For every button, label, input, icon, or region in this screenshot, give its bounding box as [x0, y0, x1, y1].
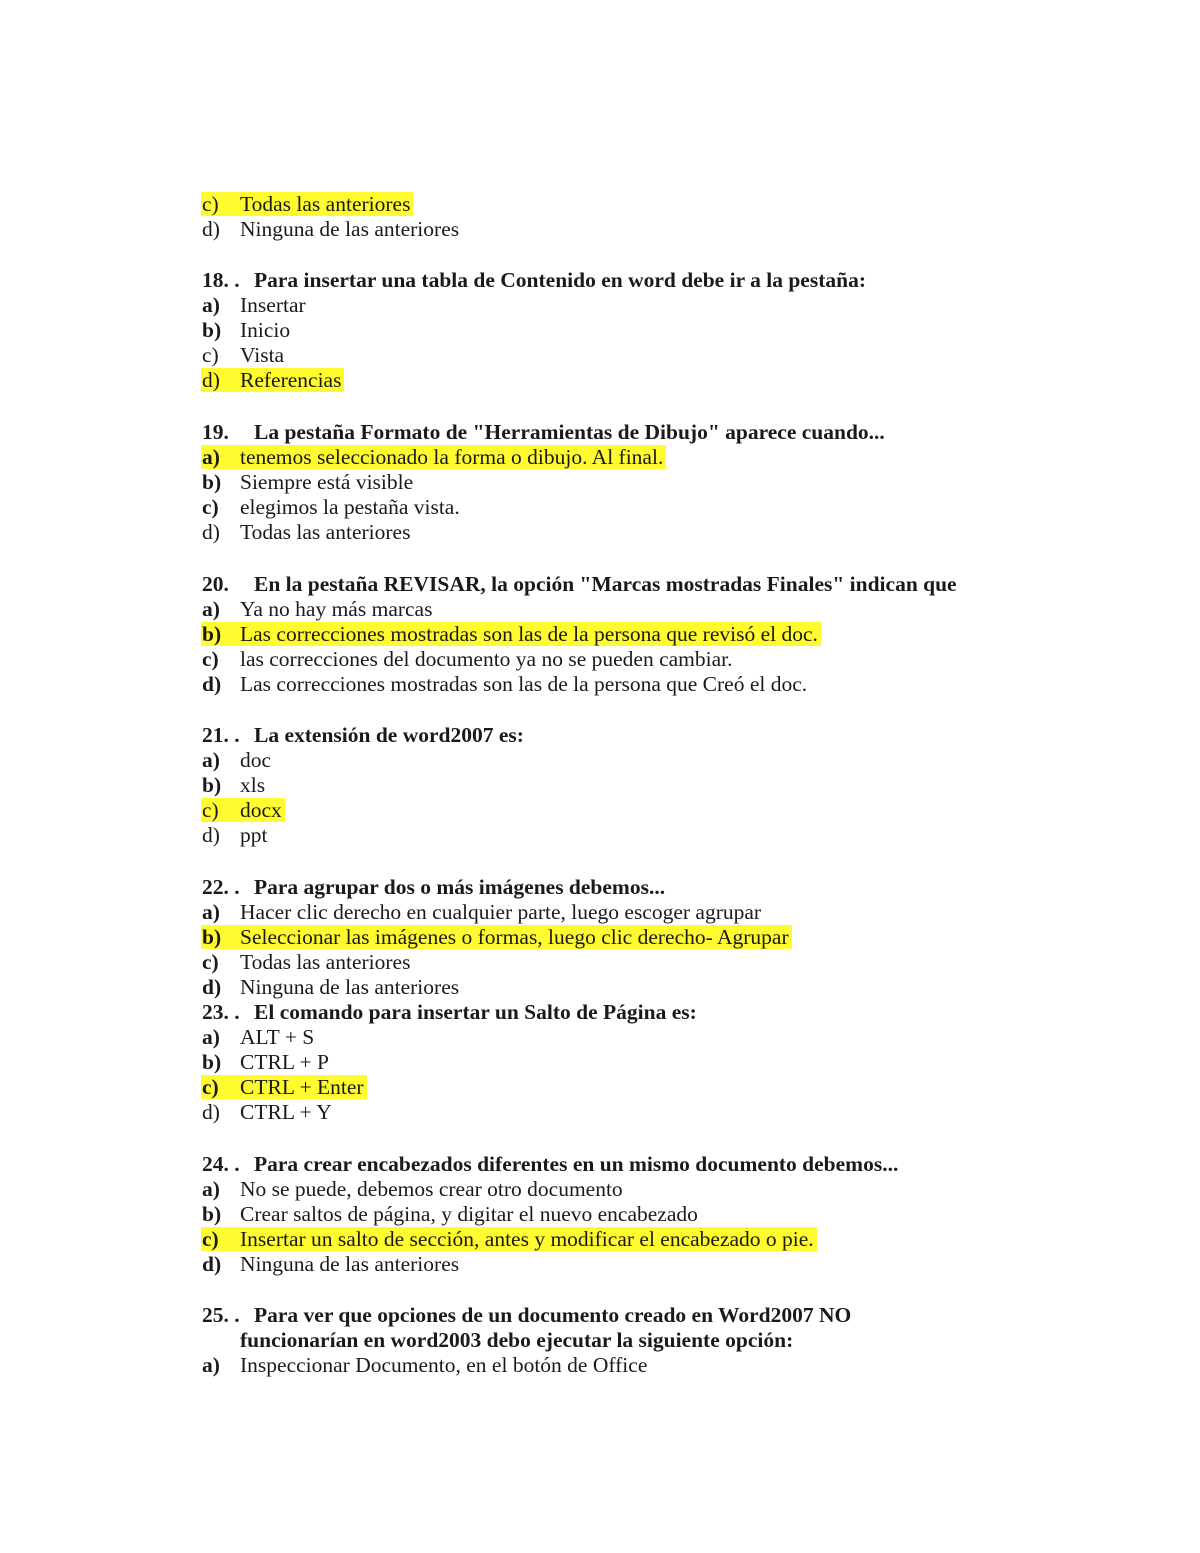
option-text: No se puede, debemos crear otro documento [240, 1177, 623, 1201]
answer-option [202, 647, 733, 672]
option-text: Siempre está visible [240, 470, 414, 494]
question-number: 18. . [202, 268, 240, 292]
question-heading [202, 723, 524, 748]
answer-option [202, 520, 410, 545]
option-letter: a) [202, 1025, 220, 1049]
answer-option [202, 622, 821, 647]
option-letter: d) [202, 1252, 222, 1276]
highlighted-answer [201, 798, 285, 822]
option-text: Hacer clic derecho en cualquier parte, luego escoger agrupar [240, 900, 762, 924]
answer-content [202, 1100, 332, 1124]
option-text: Las correcciones mostradas son las de la persona que revisó el doc. [240, 622, 818, 646]
option-letter: a) [202, 748, 220, 772]
question-number: 20. [202, 572, 229, 596]
question-heading [202, 268, 866, 293]
question-number: 25. . [202, 1303, 240, 1327]
question-heading [202, 1000, 697, 1025]
option-text: Todas las anteriores [240, 520, 411, 544]
option-letter: c) [202, 798, 219, 822]
question-heading [202, 572, 957, 597]
answer-content [202, 520, 410, 544]
answer-option [202, 900, 761, 925]
option-letter: b) [202, 773, 222, 797]
answer-content [202, 217, 459, 241]
answer-option [202, 368, 344, 393]
answer-option [202, 1202, 698, 1227]
option-letter: c) [202, 1227, 219, 1251]
answer-content [202, 773, 265, 797]
answer-option [202, 343, 284, 368]
answer-option [202, 1177, 623, 1202]
answer-option [202, 1050, 329, 1075]
option-letter: d) [202, 672, 222, 696]
answer-option [202, 672, 807, 697]
option-letter: b) [202, 925, 222, 949]
answer-content [202, 647, 733, 671]
highlighted-answer [201, 368, 344, 392]
answer-option [202, 773, 265, 798]
answer-content [202, 748, 271, 772]
question-heading [202, 875, 665, 900]
question-text: Para crear encabezados diferentes en un mismo documento debemos... [254, 1152, 899, 1176]
answer-content [202, 1177, 623, 1201]
question-number: 24. . [202, 1152, 240, 1176]
option-text: Todas las anteriores [240, 950, 411, 974]
question-text: La extensión de word2007 es: [254, 723, 524, 747]
option-letter: d) [202, 217, 220, 241]
option-text: Inspeccionar Documento, en el botón de Office [240, 1353, 648, 1377]
answer-option [202, 1100, 332, 1125]
question-number: 23. . [202, 1000, 240, 1024]
option-letter: d) [202, 368, 220, 392]
option-text: CTRL + Y [240, 1100, 332, 1124]
answer-option [202, 975, 459, 1000]
answer-option [202, 1025, 314, 1050]
option-letter: b) [202, 470, 222, 494]
answer-option [202, 1252, 459, 1277]
answer-option [202, 445, 666, 470]
answer-content [202, 672, 807, 696]
answer-content [202, 823, 267, 847]
option-text: Insertar un salto de sección, antes y modificar el encabezado o pie. [240, 1227, 814, 1251]
option-letter: a) [202, 1177, 220, 1201]
highlighted-answer [201, 925, 792, 949]
option-text: xls [240, 773, 266, 797]
question-text: En la pestaña REVISAR, la opción "Marcas mostradas Finales" indican que [254, 572, 957, 596]
option-text: CTRL + Enter [240, 1075, 364, 1099]
answer-option [202, 293, 306, 318]
option-text: tenemos seleccionado la forma o dibujo. Al final. [240, 445, 664, 469]
option-letter: d) [202, 823, 220, 847]
answer-content [202, 470, 413, 494]
option-text: Ninguna de las anteriores [240, 217, 460, 241]
question-heading [202, 420, 885, 445]
answer-option [202, 1353, 647, 1378]
option-letter: a) [202, 445, 220, 469]
option-text: las correcciones del documento ya no se pueden cambiar. [240, 647, 733, 671]
answer-content [202, 293, 306, 317]
option-text: Referencias [240, 368, 342, 392]
answer-option [202, 748, 271, 773]
answer-content [202, 975, 459, 999]
answer-option [202, 1075, 367, 1100]
answer-option [202, 798, 285, 823]
answer-content [202, 597, 432, 621]
answer-option [202, 597, 432, 622]
question-text: Para insertar una tabla de Contenido en word debe ir a la pestaña: [254, 268, 866, 292]
answer-content [202, 1353, 647, 1377]
option-letter: c) [202, 647, 219, 671]
question-heading [202, 1152, 898, 1177]
question-text-continuation: funcionarían en word2003 debo ejecutar la siguiente opción: [240, 1328, 794, 1352]
option-text: Crear saltos de página, y digitar el nuevo encabezado [240, 1202, 698, 1226]
answer-option [202, 1227, 817, 1252]
answer-content [202, 1025, 314, 1049]
answer-option [202, 217, 459, 242]
option-text: doc [240, 748, 272, 772]
question-text: La pestaña Formato de "Herramientas de Dibujo" aparece cuando... [254, 420, 885, 444]
option-text: Inicio [240, 318, 291, 342]
answer-option [202, 950, 410, 975]
answer-option [202, 470, 413, 495]
option-text: Vista [240, 343, 285, 367]
answer-content [202, 343, 284, 367]
option-letter: c) [202, 495, 219, 519]
option-letter: c) [202, 950, 219, 974]
answer-option [202, 925, 792, 950]
question-text: Para ver que opciones de un documento creado en Word2007 NO [254, 1303, 852, 1327]
option-letter: a) [202, 597, 220, 621]
answer-option [202, 495, 460, 520]
question-heading [202, 1303, 851, 1328]
highlighted-answer [201, 1227, 817, 1251]
question-number: 21. . [202, 723, 240, 747]
option-letter: c) [202, 343, 219, 367]
answer-option [202, 318, 290, 343]
option-text: Las correcciones mostradas son las de la persona que Creó el doc. [240, 672, 808, 696]
answer-content [202, 1252, 459, 1276]
question-number: 19. [202, 420, 229, 444]
option-text: Seleccionar las imágenes o formas, luego clic derecho- Agrupar [240, 925, 789, 949]
highlighted-answer [201, 1075, 367, 1099]
answer-content [202, 950, 410, 974]
option-text: ppt [240, 823, 268, 847]
answer-option [202, 192, 413, 217]
option-letter: d) [202, 1100, 220, 1124]
answer-option [202, 823, 267, 848]
answer-content [202, 495, 460, 519]
answer-content [202, 900, 761, 924]
option-text: Ya no hay más marcas [240, 597, 433, 621]
option-letter: a) [202, 900, 220, 924]
highlighted-answer [201, 192, 413, 216]
option-letter: a) [202, 293, 220, 317]
option-letter: b) [202, 622, 222, 646]
option-text: Ninguna de las anteriores [240, 975, 460, 999]
option-text: ALT + S [240, 1025, 315, 1049]
question-text: El comando para insertar un Salto de Página es: [254, 1000, 697, 1024]
option-text: Ninguna de las anteriores [240, 1252, 460, 1276]
option-letter: c) [202, 1075, 219, 1099]
question-text: Para agrupar dos o más imágenes debemos... [254, 875, 666, 899]
option-letter: b) [202, 1050, 222, 1074]
option-letter: b) [202, 1202, 222, 1226]
option-letter: b) [202, 318, 222, 342]
option-text: docx [240, 798, 282, 822]
option-letter: d) [202, 975, 222, 999]
option-text: Todas las anteriores [240, 192, 411, 216]
option-text: elegimos la pestaña vista. [240, 495, 460, 519]
answer-content [202, 1202, 698, 1226]
answer-content [202, 1050, 329, 1074]
option-letter: d) [202, 520, 220, 544]
question-number: 22. . [202, 875, 240, 899]
option-text: CTRL + P [240, 1050, 329, 1074]
highlighted-answer [201, 622, 821, 646]
answer-content [202, 318, 290, 342]
option-letter: a) [202, 1353, 220, 1377]
option-text: Insertar [240, 293, 306, 317]
highlighted-answer [201, 445, 666, 469]
option-letter: c) [202, 192, 219, 216]
